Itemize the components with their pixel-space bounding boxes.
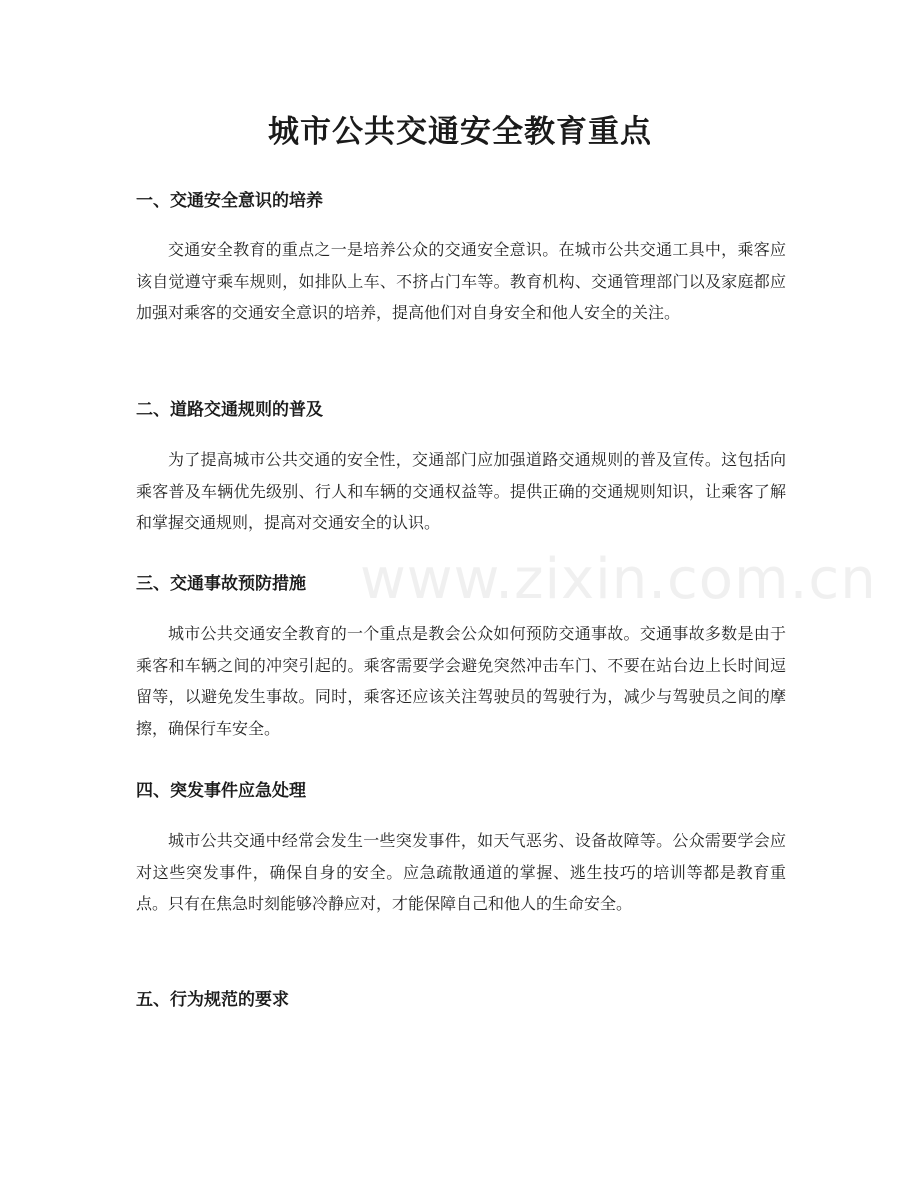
section-paragraph-4: 城市公共交通中经常会发生一些突发事件，如天气恶劣、设备故障等。公众需要学会应对这些突发事件，确保自身的安全。应急疏散通道的掌握、逃生技巧的培训等都是教育重点。只有在焦急时刻能够冷静应对，才能保障自己和他人的生命安全。 xyxy=(136,831,786,913)
section-paragraph-1: 交通安全教育的重点之一是培养公众的交通安全意识。在城市公共交通工具中，乘客应该自觉遵守乘车规则，如排队上车、不挤占门车等。教育机构、交通管理部门以及家庭都应加强对乘客的交通安全意识的培养，提高他们对自身安全和他人安全的关注。 xyxy=(136,240,786,322)
section-heading-1: 一、交通安全意识的培养 xyxy=(136,191,323,211)
watermark: www.zixin.com.cn xyxy=(360,547,877,612)
section-heading-3: 三、交通事故预防措施 xyxy=(136,574,306,594)
section-heading-4: 四、突发事件应急处理 xyxy=(136,781,306,801)
section-heading-2: 二、道路交通规则的普及 xyxy=(136,400,323,420)
document-title: 城市公共交通安全教育重点 xyxy=(268,114,652,150)
section-paragraph-3: 城市公共交通安全教育的一个重点是教会公众如何预防交通事故。交通事故多数是由于乘客和车辆之间的冲突引起的。乘客需要学会避免突然冲击车门、不要在站台边上长时间逗留等，以避免发生事故。同时，乘客还应该关注驾驶员的驾驶行为，减少与驾驶员之间的摩擦，确保行车安全。 xyxy=(136,624,786,738)
section-paragraph-2: 为了提高城市公共交通的安全性，交通部门应加强道路交通规则的普及宣传。这包括向乘客普及车辆优先级别、行人和车辆的交通权益等。提供正确的交通规则知识，让乘客了解和掌握交通规则，提高对交通安全的认识。 xyxy=(136,450,786,532)
section-heading-5: 五、行为规范的要求 xyxy=(136,990,289,1010)
